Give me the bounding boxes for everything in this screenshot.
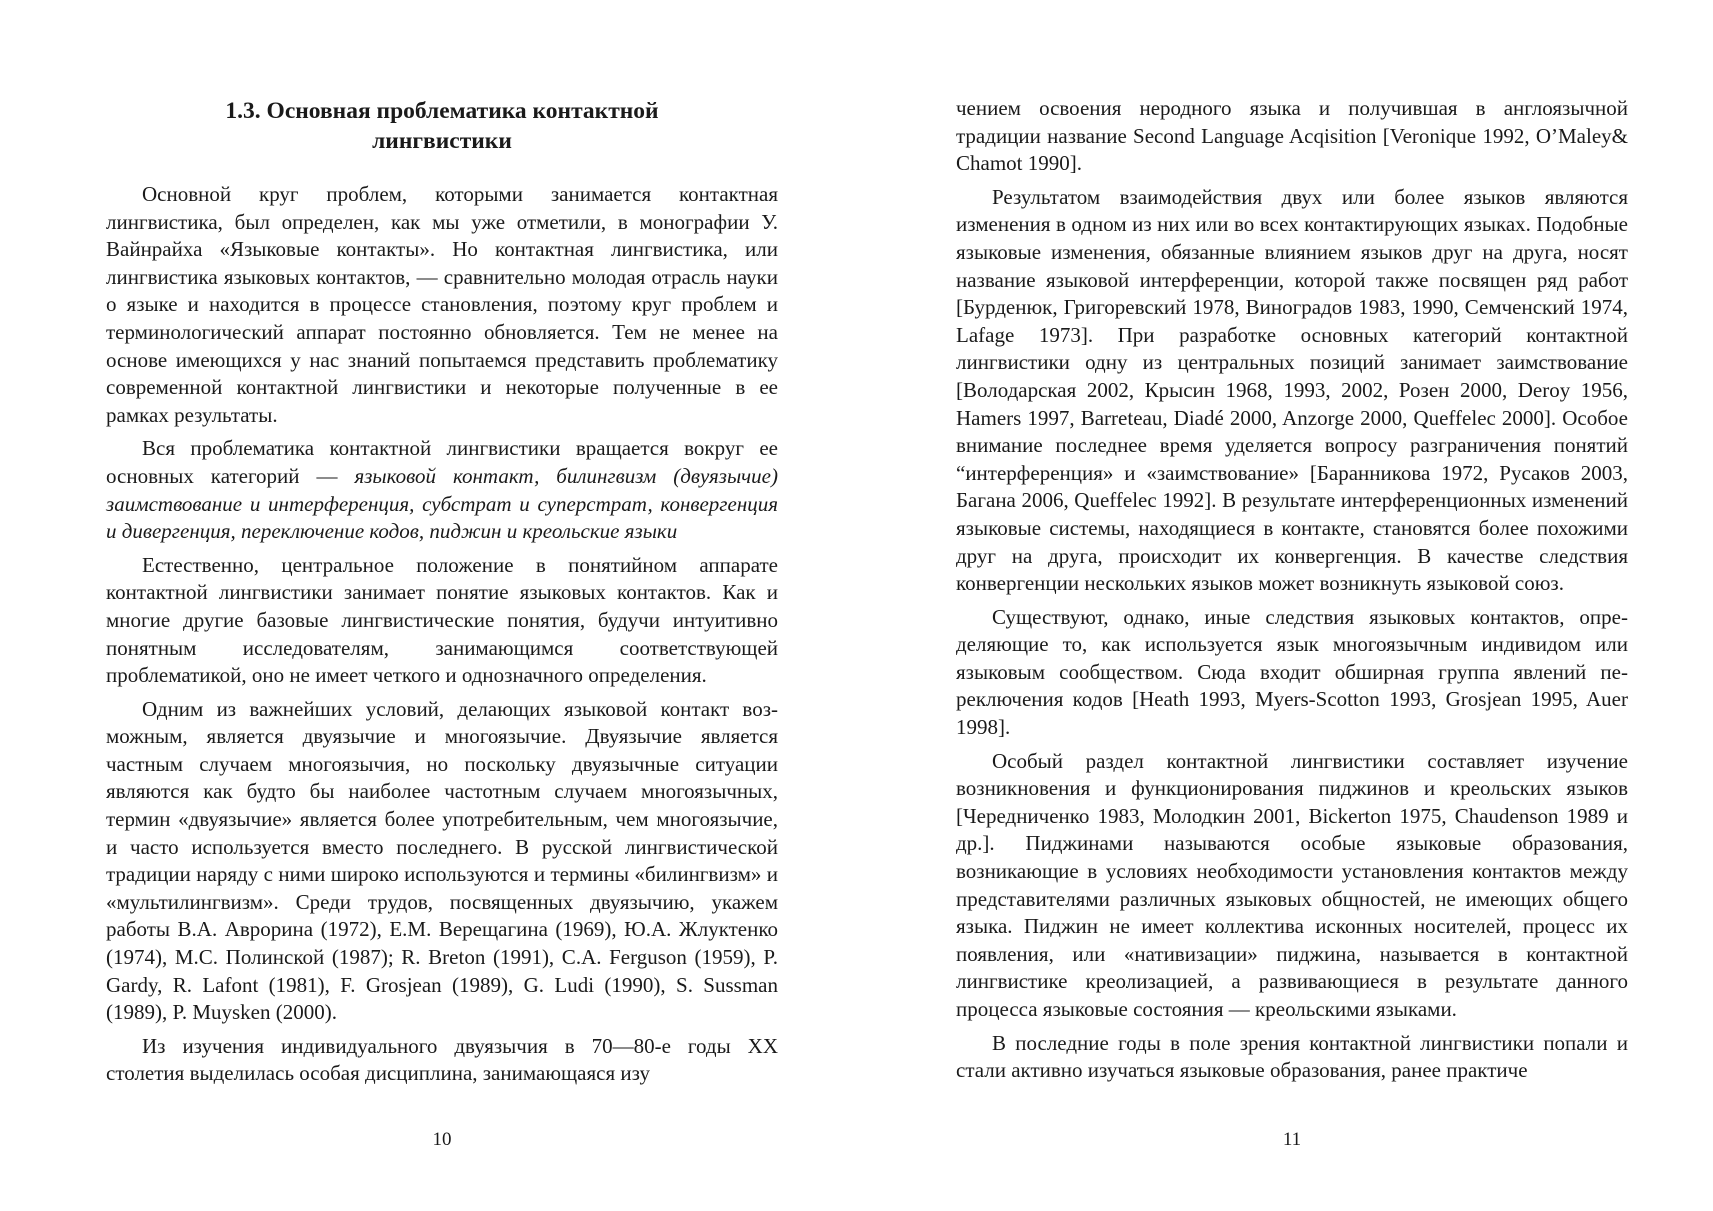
section-heading-line-1: 1.3. Основная проблематика контактной [225,98,659,124]
page-number: 10 [432,1129,452,1150]
left-page [0,0,856,1211]
paragraph: Результатом взаимодействия двух или более языков являются изменения в одном из них или во всех контактирующих языках. Подобные языковые изменения, обязанные влиянием языков друг на друга, носят название языковой интерференции, которой также посвящен ряд работ [Бурденюк, Григоревский 1978, Виноградов 1983, 1990, Семченский 1974, Lafage 1973]. При разработке основных категорий контактной лингвистики одну из центральных позиций занимает заимствование [Володарская 2002, Крысин 1968, 1993, 2002, Розен 2000, Deroy 1956, Hamers 1997, Barreteau, Diadé 2000, Anzorge 2000, Queffelec 2000]. Особое внимание последнее время уделяется вопросу разграничения понятий “интерференция» и «заимствование» [Баранникова 1972, Русаков 2003, Багана 2006, Queffelec 1992]. В результате интерференционных изменений языковые системы, находящиеся в контакте, становятся более похожими друг на друга, происходит их конвергенция. В качестве следствия конвергенции нескольких языков может возникнуть языковой союз. [956,184,1628,596]
paragraph: Особый раздел контактной лингвистики составляет изучение возникновения и функционирования пиджинов и креольских языков [Чередниченко 1983, Молодкин 2001, Bickerton 1975, Chaudenson 1989 и др.]. Пиджинами называются особые языковые образования, возникающие в условиях необходимости установления контактов между представителями различных языковых общностей, не имеющих общего языка. Пиджин не имеет коллектива исконных носителей, процесс их появления, или «нативизации» пиджина, называется в контактной лингвистике креолизацией, а развивающиеся в результате данного процесса языковые состояния — креольскими языками. [956,748,1628,1021]
paragraph: Одним из важнейших условий, делающих языковой контакт возможным, является двуязычие и многоязычие. Двуязычие является частным случаем многоязычия, но поскольку двуязычные ситуации являются как будто бы наиболее частотным случаем многоязычных, термин «двуязычие» является более употребительным, чем многоязычие, и часто используется вместо последнего. В русской лингвистической традиции наряду с ними широко используются и термины «билингвизм» и «мультилингвизм». Среди трудов, посвященных двуязычию, укажем работы В.А. Аврорина (1972), Е.М. Верещагина (1969), Ю.А. Жлуктенко (1974), М.С. Полинской (1987); R. Breton (1991), C.A. Ferguson (1959), P. Gardy, R. Lafont (1981), F. Grosjean (1989), G. Ludi (1990), S. Sussman (1989), P. Muysken (2000). [106,696,778,1025]
paragraph: Из изучения индивидуального двуязычия в 70—80-е годы XX столетия выделилась особая дисциплина, занимающаяся изу [106,1033,778,1086]
section-heading-line-2: лингвистики [372,128,512,154]
section-heading [106,96,778,156]
paragraph: Естественно, центральное положение в понятийном аппарате контактной лингвистики занимает понятие языковых контактов. Как и многие другие базовые лингвистические понятия, будучи интуитивно понятным исследователям, занимающимся соответствующей проблематикой, оно не имеет четкого и однозначного определения. [106,552,778,688]
paragraph: Существуют, однако, иные следствия языковых контактов, определяющие то, как используется язык многоязычным индивидом или языковым сообществом. Сюда входит обширная группа явлений переключения кодов [Heath 1993, Myers-Scotton 1993, Grosjean 1995, Auer 1998]. [956,604,1628,740]
paragraph: Основной круг проблем, которыми занимается контактная лингвистика, был определен, как мы уже отметили, в монографии У. Вайнрайха «Языковые контакты». Но контактная лингвистика, или лингвистика языковых контактов, — сравнительно молодая отрасль науки о языке и находится в процессе становления, поэтому круг проблем и терминологический аппарат постоянно обновляется. Тем не менее на основе имеющихся у нас знаний попытаемся представить проблематику современной контактной лингвистики и некоторые полученные в ее рамках результаты. [106,182,778,427]
paragraph: В последние годы в поле зрения контактной лингвистики попали и стали активно изучаться языковые образования, ранее практиче [956,1030,1628,1083]
right-page [856,0,1713,1211]
paragraph [106,435,778,545]
key-categories-italic: языковой контакт, билингвизм (двуязычие) заимствование и интерференция, субстрат и суперстрат, конвергенция и дивергенция, переключение кодов, пиджин и креольские языки [106,463,778,544]
paragraph-text: Вся проблематика контактной лингвистики вращается вокруг ее основных категорий — [106,436,778,488]
paragraph-continuation: чением освоения неродного языка и получившая в англоязычной традиции название Second Language Acqisition [Veronique 1992, O’Maley& Chamot 1990]. [956,96,1628,176]
page-number: 11 [1282,1129,1302,1150]
right-page-text-column [956,95,1628,1091]
left-page-text-column [106,181,778,1094]
